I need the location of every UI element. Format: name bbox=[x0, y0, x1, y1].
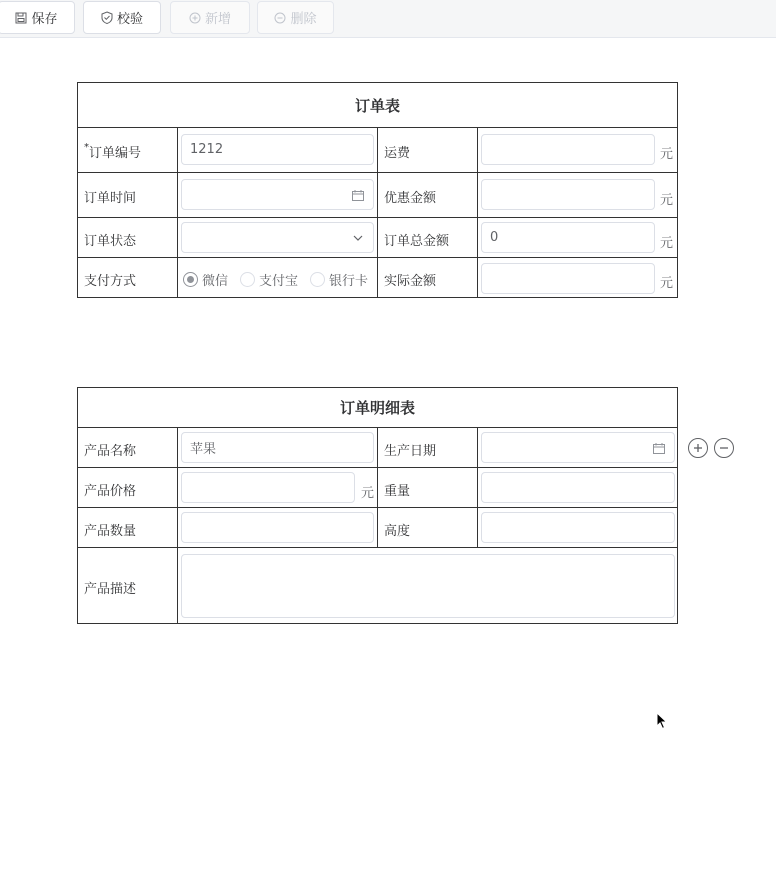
radio-wechat[interactable] bbox=[183, 270, 228, 289]
required-mark: * bbox=[84, 142, 89, 153]
remove-row-button[interactable] bbox=[714, 438, 734, 458]
discount-unit: 元 bbox=[660, 193, 674, 208]
order-time-picker[interactable] bbox=[181, 179, 374, 210]
discount-input[interactable] bbox=[481, 179, 655, 210]
price-unit: 元 bbox=[361, 486, 375, 501]
save-icon bbox=[15, 12, 27, 24]
calendar-icon bbox=[352, 190, 364, 201]
save-button[interactable] bbox=[0, 1, 75, 34]
actual-label: 实际金额 bbox=[384, 274, 437, 289]
detail-table bbox=[77, 387, 678, 624]
order-table bbox=[77, 82, 678, 298]
minus-icon bbox=[719, 443, 729, 453]
product-name-input[interactable] bbox=[181, 432, 374, 463]
order-time-label: 订单时间 bbox=[84, 191, 137, 206]
validate-button[interactable] bbox=[83, 1, 161, 34]
add-label: 新增 bbox=[204, 12, 231, 27]
radio-wechat-circle bbox=[183, 272, 198, 287]
delete-button[interactable] bbox=[257, 1, 334, 34]
shield-check-icon bbox=[101, 11, 113, 24]
status-label: 订单状态 bbox=[84, 234, 137, 249]
total-value: 0 bbox=[490, 230, 499, 245]
product-name-value: 苹果 bbox=[190, 442, 217, 457]
freight-input[interactable] bbox=[481, 134, 655, 165]
minus-circle-icon bbox=[274, 12, 286, 24]
add-button[interactable] bbox=[170, 1, 250, 34]
product-name-label: 产品名称 bbox=[84, 444, 137, 459]
radio-bankcard-circle bbox=[310, 272, 325, 287]
plus-circle-icon bbox=[189, 12, 201, 24]
freight-unit: 元 bbox=[660, 147, 674, 162]
chevron-down-icon bbox=[353, 235, 363, 241]
qty-input[interactable] bbox=[181, 512, 374, 543]
price-input[interactable] bbox=[181, 472, 355, 503]
radio-alipay-circle bbox=[240, 272, 255, 287]
radio-wechat-label: 微信 bbox=[202, 274, 229, 289]
toolbar bbox=[0, 0, 776, 38]
status-select[interactable] bbox=[181, 222, 374, 253]
radio-bankcard[interactable] bbox=[310, 270, 368, 289]
delete-label: 删除 bbox=[290, 12, 317, 27]
order-table-title: 订单表 bbox=[78, 83, 677, 128]
payment-label: 支付方式 bbox=[84, 274, 137, 289]
freight-label: 运费 bbox=[384, 146, 411, 161]
weight-label: 重量 bbox=[384, 484, 411, 499]
total-input[interactable] bbox=[481, 222, 655, 253]
actual-unit: 元 bbox=[660, 276, 674, 291]
order-no-input[interactable] bbox=[181, 134, 374, 165]
radio-alipay-label: 支付宝 bbox=[259, 274, 299, 289]
actual-input[interactable] bbox=[481, 263, 655, 294]
weight-input[interactable] bbox=[481, 472, 675, 503]
radio-alipay[interactable] bbox=[240, 270, 298, 289]
radio-bankcard-label: 银行卡 bbox=[329, 274, 369, 289]
desc-textarea[interactable] bbox=[181, 554, 675, 618]
total-unit: 元 bbox=[660, 236, 674, 251]
total-label: 订单总金额 bbox=[384, 234, 450, 249]
order-no-label: *订单编号 bbox=[84, 142, 142, 161]
order-no-value: 1212 bbox=[190, 142, 224, 157]
qty-label: 产品数量 bbox=[84, 524, 137, 539]
plus-icon bbox=[693, 443, 703, 453]
height-label: 高度 bbox=[384, 524, 411, 539]
calendar-icon bbox=[653, 443, 665, 454]
save-label: 保存 bbox=[31, 12, 58, 27]
price-label: 产品价格 bbox=[84, 484, 137, 499]
discount-label: 优惠金额 bbox=[384, 191, 437, 206]
validate-label: 校验 bbox=[116, 12, 143, 27]
desc-label: 产品描述 bbox=[84, 582, 137, 597]
height-input[interactable] bbox=[481, 512, 675, 543]
add-row-button[interactable] bbox=[688, 438, 708, 458]
mouse-cursor-icon bbox=[656, 712, 668, 730]
detail-table-title: 订单明细表 bbox=[78, 388, 677, 428]
prod-date-label: 生产日期 bbox=[384, 444, 437, 459]
prod-date-picker[interactable] bbox=[481, 432, 675, 463]
